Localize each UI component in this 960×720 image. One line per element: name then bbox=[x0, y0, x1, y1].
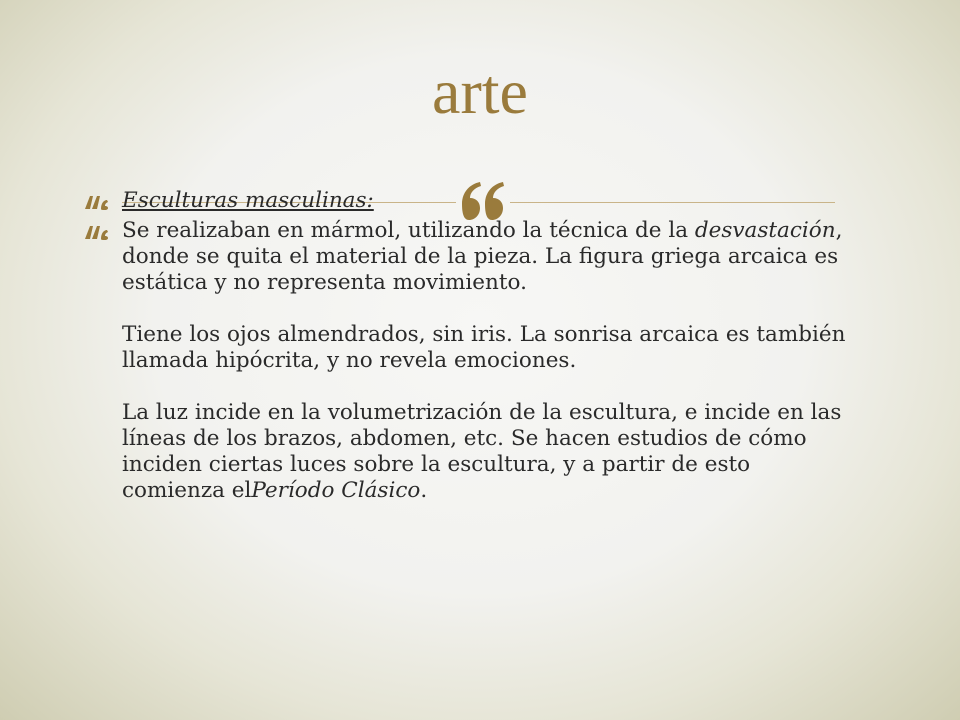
slide-title: arte bbox=[432, 56, 528, 127]
list-item-description bbox=[84, 218, 854, 504]
slide-body bbox=[84, 188, 854, 504]
quote-bullet-icon bbox=[84, 224, 112, 240]
paragraph-text: Tiene los ojos almendrados, sin iris. La sonrisa arcaica es también llamada hipócrita, y no revela emociones. bbox=[122, 322, 846, 373]
paragraph-text: . bbox=[420, 478, 428, 503]
emphasis-term: desvastación bbox=[694, 218, 836, 243]
paragraph-light bbox=[122, 400, 854, 504]
quote-bullet-icon bbox=[84, 194, 112, 210]
paragraph-eyes bbox=[122, 322, 854, 374]
paragraph-text: , donde se quita el material de la pieza. La figura griega arcaica es estática y no representa movimiento. bbox=[122, 218, 843, 295]
paragraph-text: Se realizaban en mármol, utilizando la técnica de la bbox=[122, 218, 695, 243]
item-heading: Esculturas masculinas: bbox=[122, 188, 374, 213]
paragraph-technique bbox=[122, 218, 854, 296]
paragraph-text: La luz incide en la volumetrización de la escultura, e incide en las líneas de los brazos, abdomen, etc. Se hacen estudios de cómo inciden ciertas luces sobre la escultura, y a partir de esto comienza el bbox=[122, 400, 842, 503]
list-item-heading bbox=[84, 188, 854, 214]
emphasis-term: Período Clásico bbox=[251, 478, 421, 503]
